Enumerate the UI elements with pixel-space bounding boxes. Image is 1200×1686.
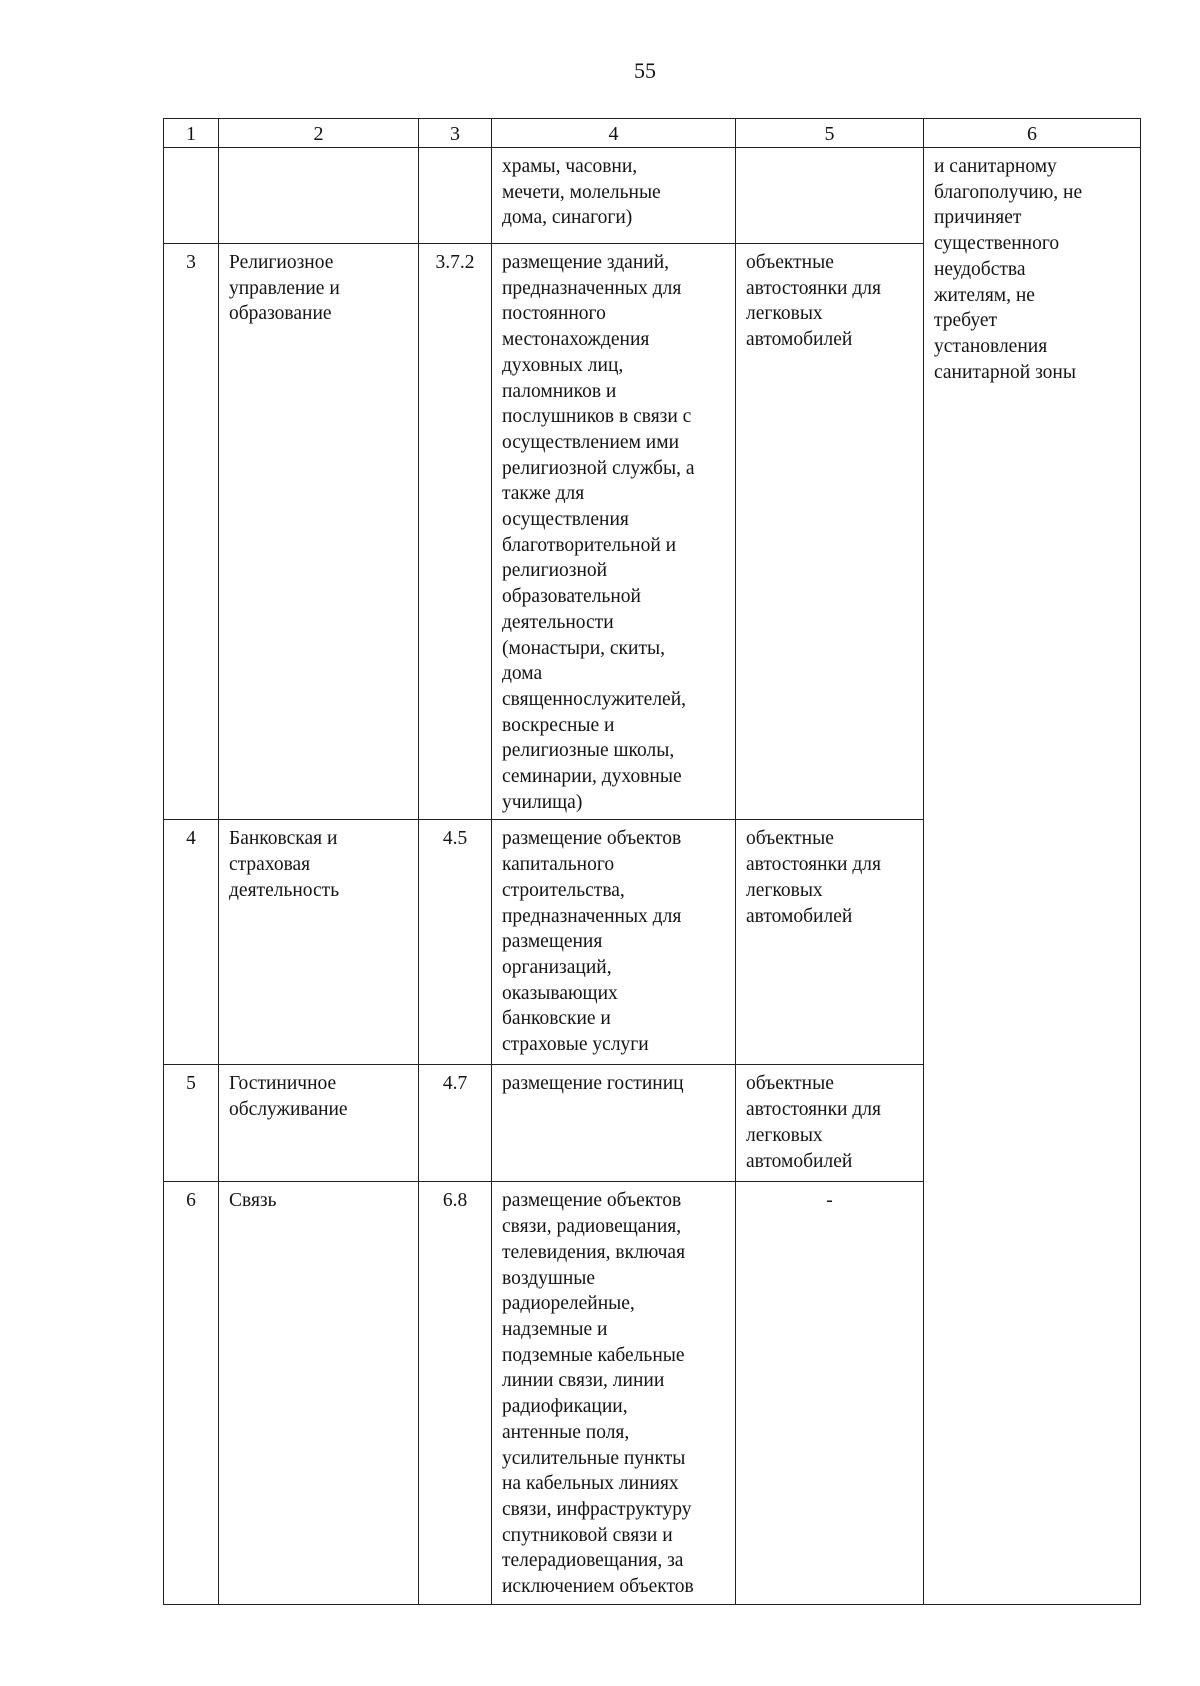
header-cell-2: 2	[219, 119, 419, 148]
use-type-name: Религиозное управление и образование	[219, 244, 419, 820]
header-cell-3: 3	[419, 119, 492, 148]
use-description: размещение гостиниц	[492, 1065, 736, 1182]
header-cell-6: 6	[924, 119, 1141, 148]
row-number	[164, 148, 219, 244]
use-code	[419, 148, 492, 244]
use-code: 4.7	[419, 1065, 492, 1182]
page-number: 55	[634, 58, 656, 83]
use-type-name: Банковская и страховая деятельность	[219, 820, 419, 1065]
use-type-name: Связь	[219, 1182, 419, 1604]
row-number: 6	[164, 1182, 219, 1604]
use-type-name	[219, 148, 419, 244]
use-code: 3.7.2	[419, 244, 492, 820]
row-number: 5	[164, 1065, 219, 1182]
table-header-row	[164, 119, 1141, 148]
header-cell-5: 5	[736, 119, 924, 148]
header-cell-1: 1	[164, 119, 219, 148]
use-code: 4.5	[419, 820, 492, 1065]
parking-requirement	[736, 148, 924, 244]
use-type-name: Гостиничное обслуживание	[219, 1065, 419, 1182]
parking-requirement: объектные автостоянки для легковых автомобилей	[736, 1065, 924, 1182]
parking-requirement: -	[736, 1182, 924, 1604]
header-cell-4: 4	[492, 119, 736, 148]
regulation-table	[163, 118, 1141, 1605]
parking-requirement: объектные автостоянки для легковых автомобилей	[736, 244, 924, 820]
table-row	[164, 148, 1141, 244]
parking-requirement: объектные автостоянки для легковых автомобилей	[736, 820, 924, 1065]
use-description: храмы, часовни, мечети, молельные дома, синагоги)	[492, 148, 736, 244]
row-number: 4	[164, 820, 219, 1065]
use-description: размещение зданий, предназначенных для постоянного местонахождения духовных лиц, паломников и послушников в связи с осуществлением ими религиозной службы, а также для осуществления благотворительной и религиозной образовательной деятельности (монастыри, скиты, дома священнослужителей, воскресные и религиозные школы, семинарии, духовные училища)	[492, 244, 736, 820]
row-number: 3	[164, 244, 219, 820]
use-code: 6.8	[419, 1182, 492, 1604]
use-description: размещение объектов капитального строительства, предназначенных для размещения организаций, оказывающих банковские и страховые услуги	[492, 820, 736, 1065]
use-description: размещение объектов связи, радиовещания, телевидения, включая воздушные радиорелейные, надземные и подземные кабельные линии связи, линии радиофикации, антенные поля, усилительные пункты на кабельных линиях связи, инфраструктуру спутниковой связи и телерадиовещания, за исключением объектов	[492, 1182, 736, 1604]
sanitary-conditions: и санитарному благополучию, не причиняет существенного неудобства жителям, не требует установления санитарной зоны	[924, 148, 1141, 1605]
